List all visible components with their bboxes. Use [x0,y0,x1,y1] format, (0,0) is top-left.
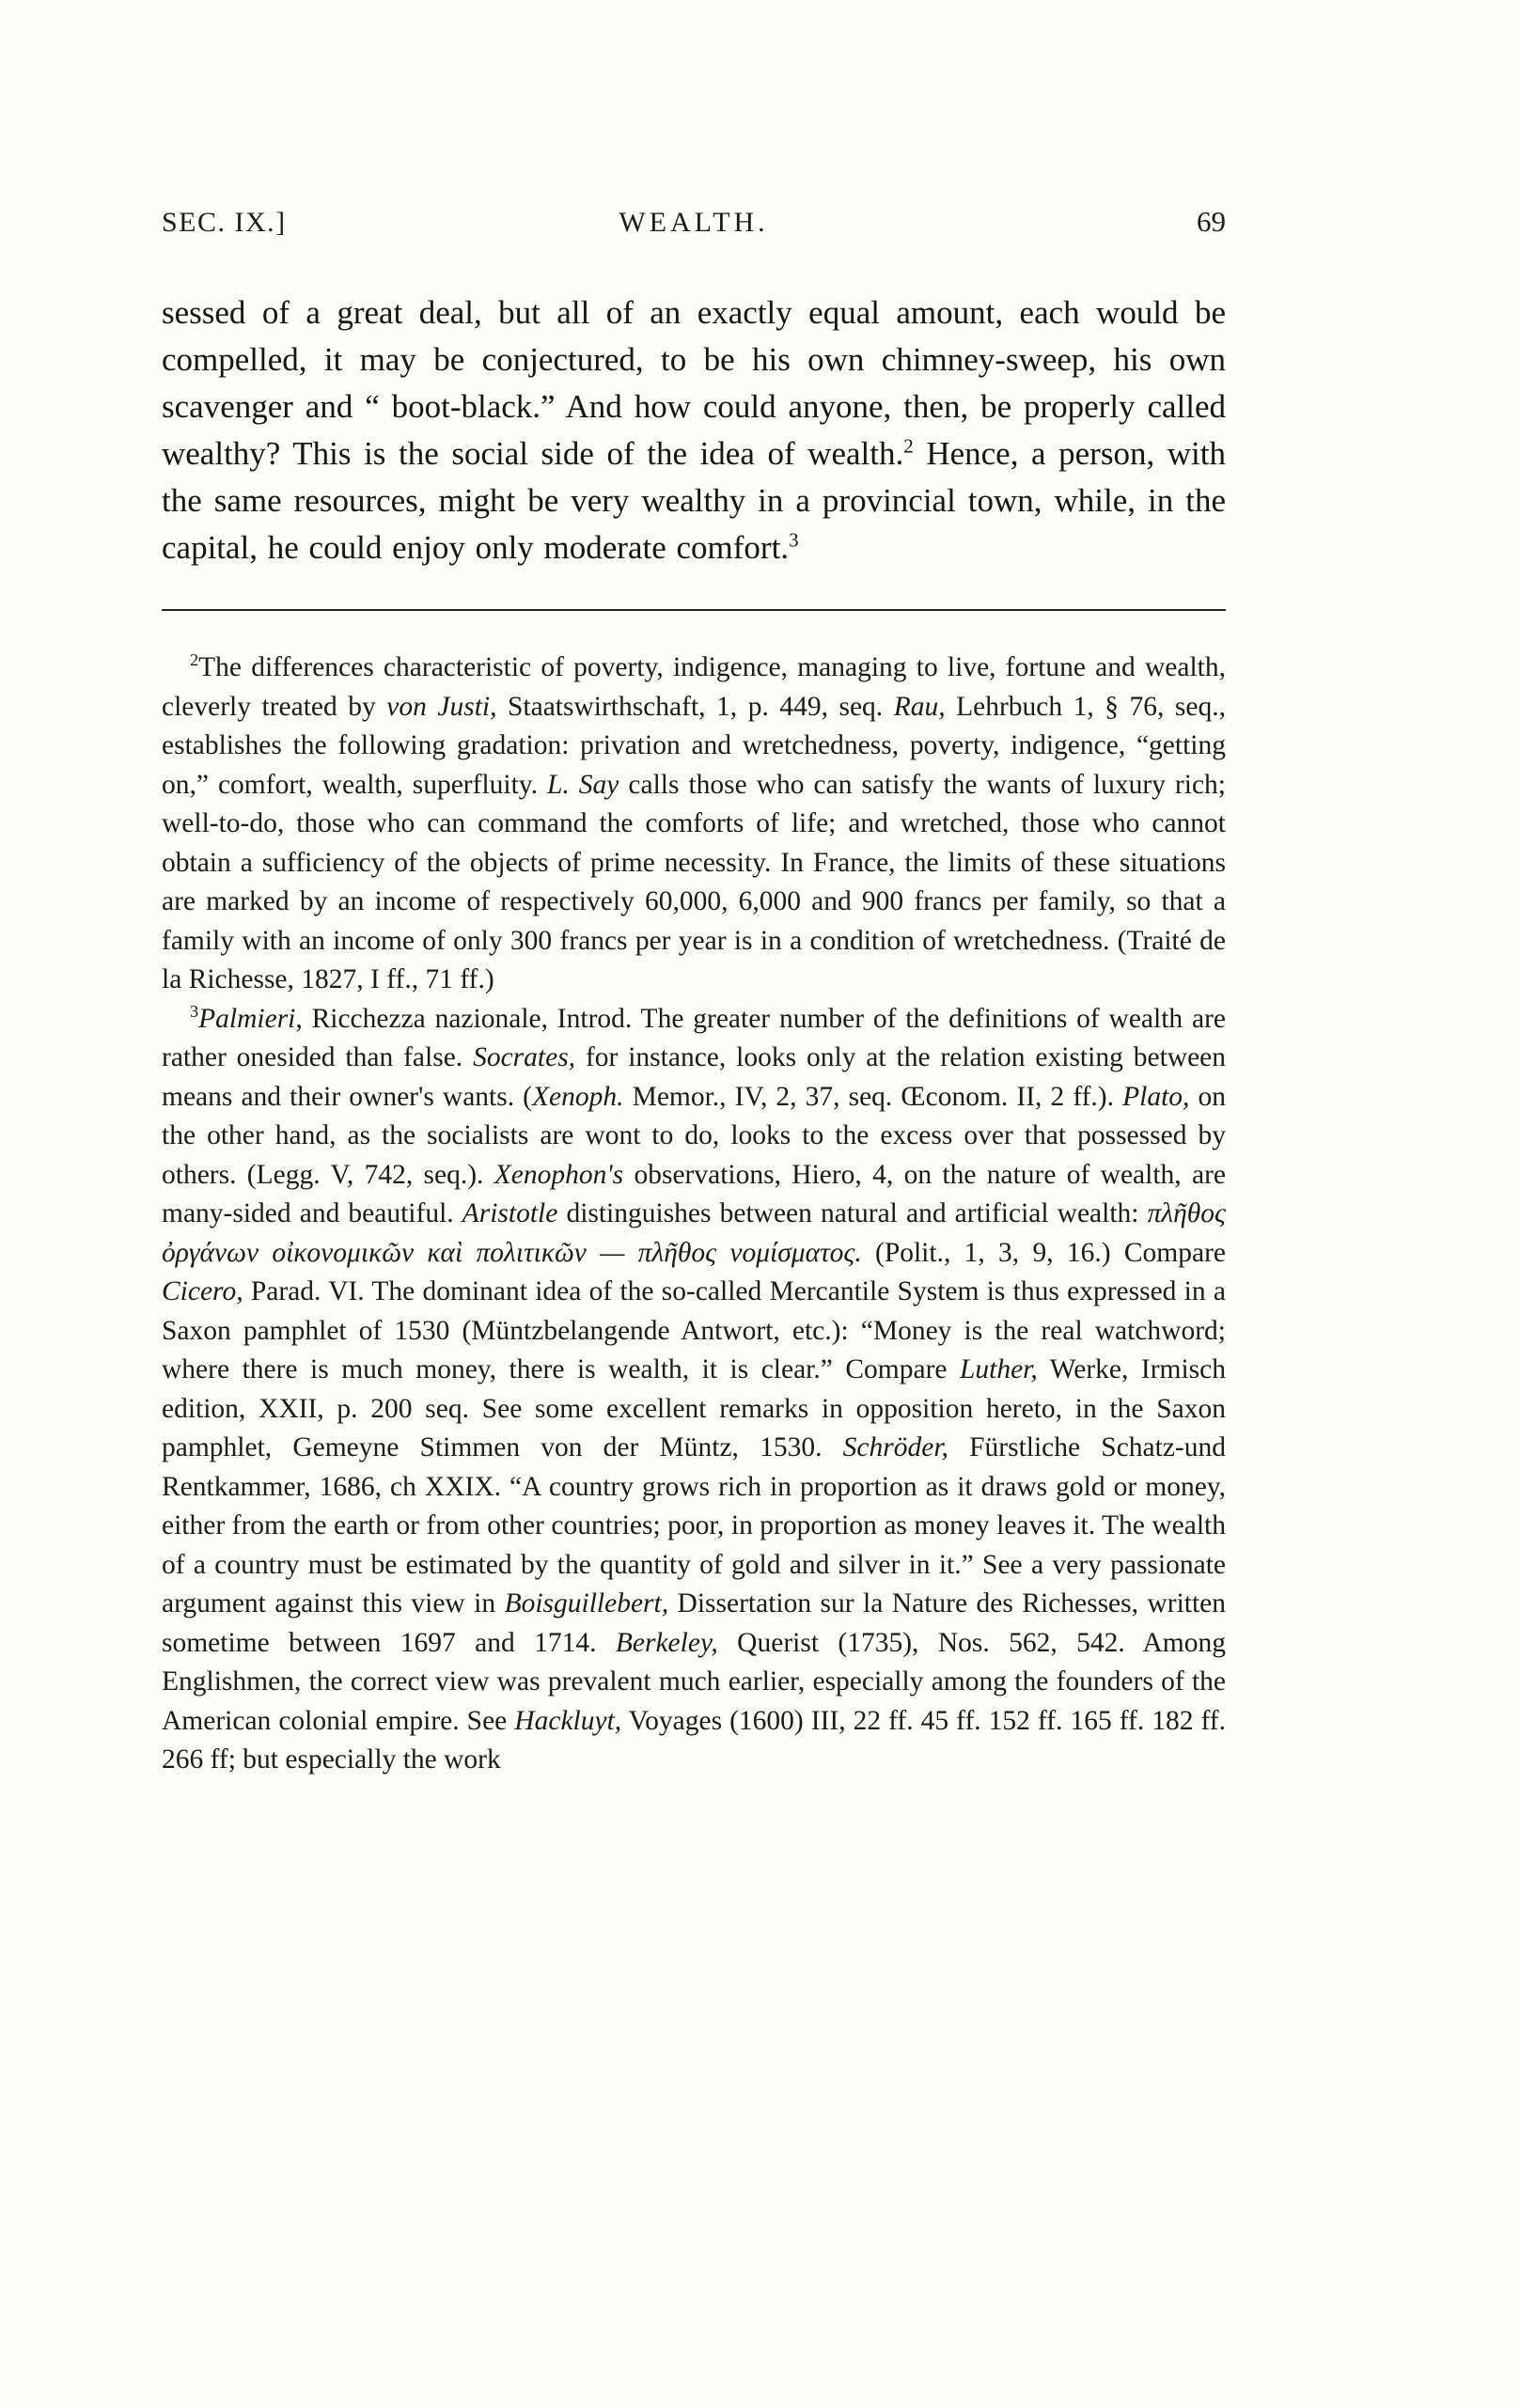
italic-text-run: Plato, [1122,1081,1190,1112]
running-header [162,205,1226,239]
text-run: calls those who can satisfy the wants of luxury rich; well-to-do, those who can command the comforts of life; and wretched, those who cannot obtain a sufficiency of the objects of prime necessity. In France, the limits of these situations are marked by an income of respectively 60,000, 6,000 and 900 francs per family, so that a family with an income of only 300 francs per year is in a condition of wretchedness. (Traité de la Richesse, 1827, I ff., 71 ff.) [162,769,1226,994]
text-run: observations, Hiero, 4, on the nature of wealth, are many-sided and beautiful. [162,1159,1226,1228]
text-run: for instance, looks only at the relation existing between means and their owner's wants. ( [162,1042,1227,1112]
text-run: Fürstliche Schatz-und Rentkammer, 1686, ch XXIX. “A country grows rich in proportion as it draws gold or money, either from the earth or from other countries; poor, in proportion as money leaves it. The wealth of a country must be estimated by the quantity of gold and silver in it.” See a very passionate argument against this view in [162,1432,1226,1618]
footnote-2 [162,649,1226,1000]
text-run: on the other hand, as the socialists are wont to do, looks to the excess over that possessed by others. (Legg. V, 742, seq.). [162,1081,1226,1190]
text-run: Hence, a person, with the same resources, might be very wealthy in a provincial town, while, in the capital, he could enjoy only moderate comfort. [162,435,1226,566]
page-number: 69 [1197,205,1226,238]
footnote-marker: 3 [190,1001,199,1021]
italic-text-run: Hackluyt, [514,1705,622,1736]
footnote-marker: 2 [190,650,199,670]
footnotes-block [162,649,1226,1780]
page-content [162,205,1226,1780]
italic-text-run: Palmieri, [198,1003,303,1034]
footnote-marker: 2 [903,434,914,458]
italic-text-run: Rau, [893,691,946,722]
text-run: Werke, Irmisch edition, XXII, p. 200 seq. See some excellent remarks in opposition hereto, in the Saxon pamphlet, Gemeyne Stimmen von der Müntz, 1530. [162,1354,1226,1462]
italic-text-run: πλῆθος ὀργάνων οἰκονομικῶν καὶ πολιτικῶν — πλῆθος νομίσματος. [162,1198,1226,1268]
text-run: Staatswirthschaft, 1, p. 449, seq. [496,691,894,722]
text-run: Memor., IV, 2, 37, seq. Œconom. II, 2 ff.). [623,1081,1123,1112]
italic-text-run: Cicero, [162,1276,243,1306]
main-text-paragraph [162,289,1226,571]
italic-text-run: L. Say [547,769,619,800]
text-run: distinguishes between natural and artificial wealth: [557,1198,1148,1228]
text-run: (Polit., 1, 3, 9, 16.) Compare [861,1237,1226,1268]
italic-text-run: Schröder, [842,1432,948,1462]
italic-text-run: Socrates, [473,1042,576,1072]
text-run: Voyages (1600) III, 22 ff. 45 ff. 152 ff. 165 ff. 182 ff. 266 ff; but especially the work [162,1705,1227,1775]
italic-text-run: Aristotle [462,1198,558,1228]
text-run: Parad. VI. The dominant idea of the so-called Mercantile System is thus expressed in a Saxon pamphlet of 1530 (Müntzbelangende Antwort, etc.): “Money is the real watchword; where there is much money, there is wealth, it is clear.” Compare [162,1276,1226,1384]
italic-text-run: Berkeley, [615,1627,718,1658]
page-title: WEALTH. [619,207,769,238]
italic-text-run: von Justi, [386,691,497,722]
text-run: Lehrbuch 1, § 76, seq., establishes the following gradation: privation and wretchedness, poverty, indigence, “getting on,” comfort, wealth, superfluity. [162,691,1227,800]
italic-text-run: Xenoph. [532,1081,624,1112]
italic-text-run: Luther, [959,1354,1038,1384]
italic-text-run: Xenophon's [494,1159,624,1190]
text-run: Dissertation sur la Nature des Richesses, written sometime between 1697 and 1714. [162,1588,1227,1658]
text-run: Querist (1735), Nos. 562, 542. Among Englishmen, the correct view was prevalent much earlier, especially among the founders of the American colonial empire. See [162,1627,1226,1736]
italic-text-run: Boisguillebert, [504,1588,669,1618]
footnote-divider [162,609,1226,611]
footnote-3 [162,1000,1226,1780]
header-section-label: SEC. IX.] [162,207,287,238]
text-run: The differences characteristic of poverty, indigence, managing to live, fortune and wealth, cleverly treated by [162,652,1226,722]
text-run: sessed of a great deal, but all of an exactly equal amount, each would be compelled, it may be conjectured, to be his own chimney-sweep, his own scavenger and “ boot-black.” And how could anyone, then, be properly called wealthy? This is the social side of the idea of wealth. [162,294,1226,472]
footnote-marker: 3 [789,528,799,552]
text-run: Ricchezza nazionale, Introd. The greater number of the definitions of wealth are rather onesided than false. [162,1003,1226,1072]
